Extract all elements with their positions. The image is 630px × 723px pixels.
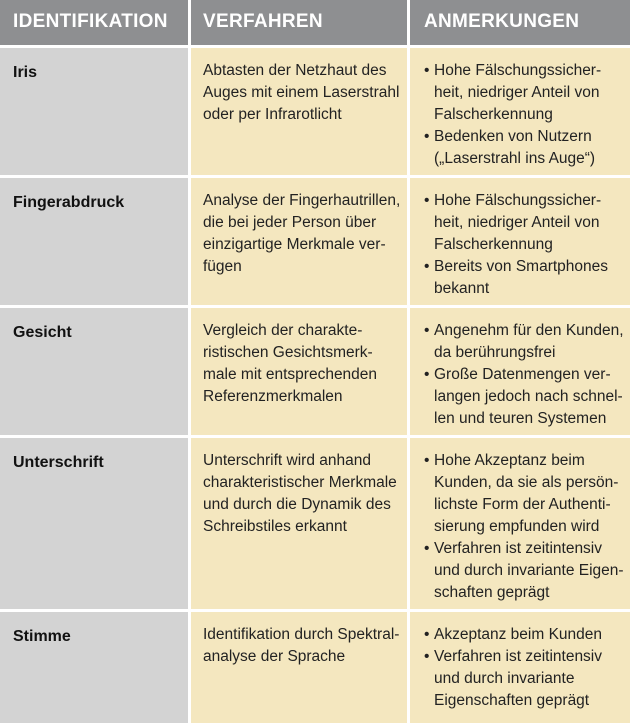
table-row <box>0 178 630 305</box>
list-item: • Große Datenmengen ver-langen jedoch nach schnel-len und teuren Systemen <box>424 364 626 430</box>
list-item: • Hohe Akzeptanz beim Kunden, da sie als persön-lichste Form der Authenti-sierung empfunden wird <box>424 450 626 538</box>
list-item: • Bedenken von Nutzern („Laserstrahl ins Auge“) <box>424 126 626 170</box>
table-row <box>0 612 630 723</box>
list-item: • Angenehm für den Kunden, da berührungsfrei <box>424 320 626 364</box>
table-row <box>0 438 630 609</box>
row-identifikation: Stimme <box>0 612 188 723</box>
header-anmerkungen: ANMERKUNGEN <box>410 0 630 45</box>
row-identifikation: Fingerabdruck <box>0 178 188 305</box>
row-anmerkungen <box>410 438 630 609</box>
row-anmerkungen <box>410 612 630 723</box>
row-anmerkungen <box>410 308 630 435</box>
header-identifikation: IDENTIFIKATION <box>0 0 188 45</box>
row-verfahren: Analyse der Fingerhautrillen, die bei jeder Person über einzigartige Merkmale ver-fügen <box>191 178 407 305</box>
row-anmerkungen <box>410 178 630 305</box>
row-identifikation: Iris <box>0 48 188 175</box>
list-item: • Hohe Fälschungssicher-heit, niedriger Anteil von Falscherkennung <box>424 190 626 256</box>
row-verfahren: Vergleich der charakte-ristischen Gesichtsmerk-male mit entsprechenden Referenzmerkmalen <box>191 308 407 435</box>
list-item: • Hohe Fälschungssicher-heit, niedriger Anteil von Falscherkennung <box>424 60 626 126</box>
row-identifikation: Gesicht <box>0 308 188 435</box>
list-item: • Verfahren ist zeitintensiv und durch invariante Eigenschaften geprägt <box>424 646 626 712</box>
table-row <box>0 308 630 435</box>
row-verfahren: Identifikation durch Spektral-analyse der Sprache <box>191 612 407 723</box>
table-header <box>0 0 630 45</box>
row-anmerkungen <box>410 48 630 175</box>
header-verfahren: VERFAHREN <box>191 0 407 45</box>
list-item: • Verfahren ist zeitintensiv und durch invariante Eigen-schaften geprägt <box>424 538 626 604</box>
list-item: • Bereits von Smartphones bekannt <box>424 256 626 300</box>
row-identifikation: Unterschrift <box>0 438 188 609</box>
table-row <box>0 48 630 175</box>
row-verfahren: Abtasten der Netzhaut des Auges mit einem Laserstrahl oder per Infrarotlicht <box>191 48 407 175</box>
row-verfahren: Unterschrift wird anhand charakteristischer Merkmale und durch die Dynamik des Schreibstiles erkannt <box>191 438 407 609</box>
list-item: • Akzeptanz beim Kunden <box>424 624 626 646</box>
